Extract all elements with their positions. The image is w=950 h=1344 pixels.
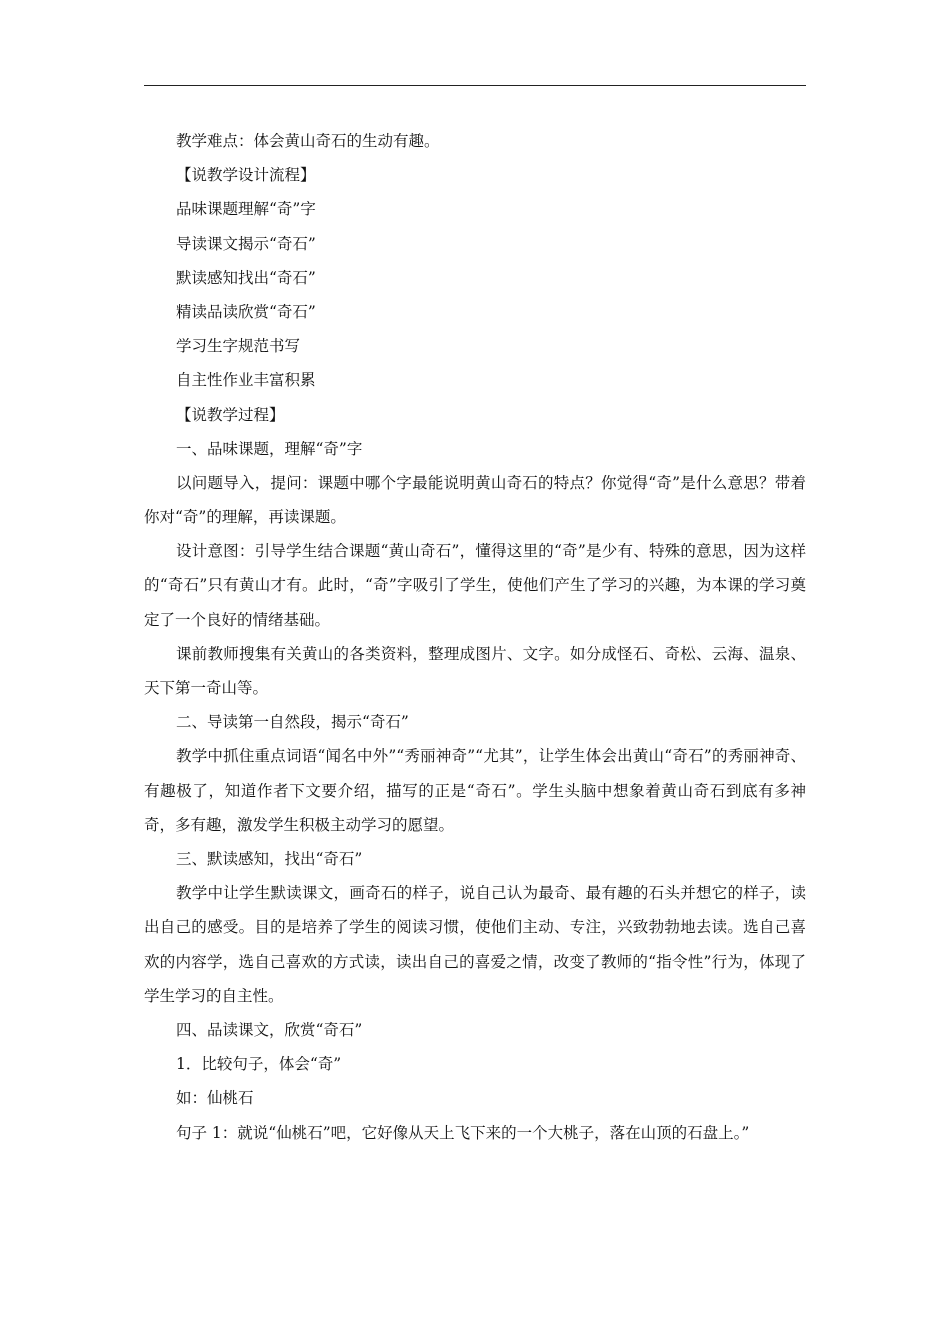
- document-body: [144, 124, 806, 1150]
- flow-step-6: 自主性作业丰富积累: [176, 371, 316, 390]
- paragraph-design-intent: 设计意图：引导学生结合课题“黄山奇石”，懂得这里的“奇”是少有、特殊的意思，因为这样的“奇石”只有黄山才有。此时，“奇”字吸引了学生，使他们产生了学习的兴趣，为本课的学习奠定了一个良好的情绪基础。: [144, 542, 806, 629]
- step-heading-3: 三、默读感知，找出“奇石”: [176, 850, 363, 869]
- flow-step-2: 导读课文揭示“奇石”: [176, 234, 316, 253]
- step-heading-1: 一、品味课题，理解“奇”字: [176, 439, 363, 458]
- header-rule: [144, 85, 806, 86]
- paragraph-intro-question: 以问题导入，提问：课题中哪个字最能说明黄山奇石的特点？你觉得“奇”是什么意思？带着你对“奇”的理解，再读课题。: [144, 473, 806, 527]
- flow-step-1: 品味课题理解“奇”字: [176, 200, 316, 219]
- step-heading-4: 四、品读课文，欣赏“奇石”: [176, 1021, 363, 1040]
- section-heading-process: 【说教学过程】: [176, 405, 285, 424]
- paragraph-sentence-1: 句子 1：就说“仙桃石”吧，它好像从天上飞下来的一个大桃子，落在山顶的石盘上。”: [176, 1123, 750, 1142]
- paragraph-materials: 课前教师搜集有关黄山的各类资料，整理成图片、文字。如分成怪石、奇松、云海、温泉、天下第一奇山等。: [144, 644, 806, 698]
- flow-step-5: 学习生字规范书写: [176, 337, 301, 356]
- teaching-difficulty: 教学难点：体会黄山奇石的生动有趣。: [176, 132, 440, 150]
- flow-step-4: 精读品读欣赏“奇石”: [176, 302, 316, 321]
- paragraph-key-words: 教学中抓住重点词语“闻名中外”“秀丽神奇”“尤其”，让学生体会出黄山“奇石”的秀丽神奇、有趣极了，知道作者下文要介绍，描写的正是“奇石”。学生头脑中想象着黄山奇石到底有多神奇，多有趣，激发学生积极主动学习的愿望。: [144, 747, 806, 834]
- example-label: 如：仙桃石: [176, 1089, 254, 1108]
- step-heading-2: 二、导读第一自然段，揭示“奇石”: [176, 713, 409, 732]
- list-item-compare-sentences: 1．比较句子，体会“奇”: [176, 1055, 342, 1074]
- section-heading-design-flow: 【说教学设计流程】: [176, 166, 316, 185]
- paragraph-silent-reading: 教学中让学生默读课文，画奇石的样子，说自己认为最奇、最有趣的石头并想它的样子，读出自己的感受。目的是培养了学生的阅读习惯，使他们主动、专注，兴致勃勃地去读。选自己喜欢的内容学，选自己喜欢的方式读，读出自己的喜爱之情，改变了教师的“指令性”行为，体现了学生学习的自主性。: [144, 884, 806, 1005]
- flow-step-3: 默读感知找出“奇石”: [176, 268, 316, 287]
